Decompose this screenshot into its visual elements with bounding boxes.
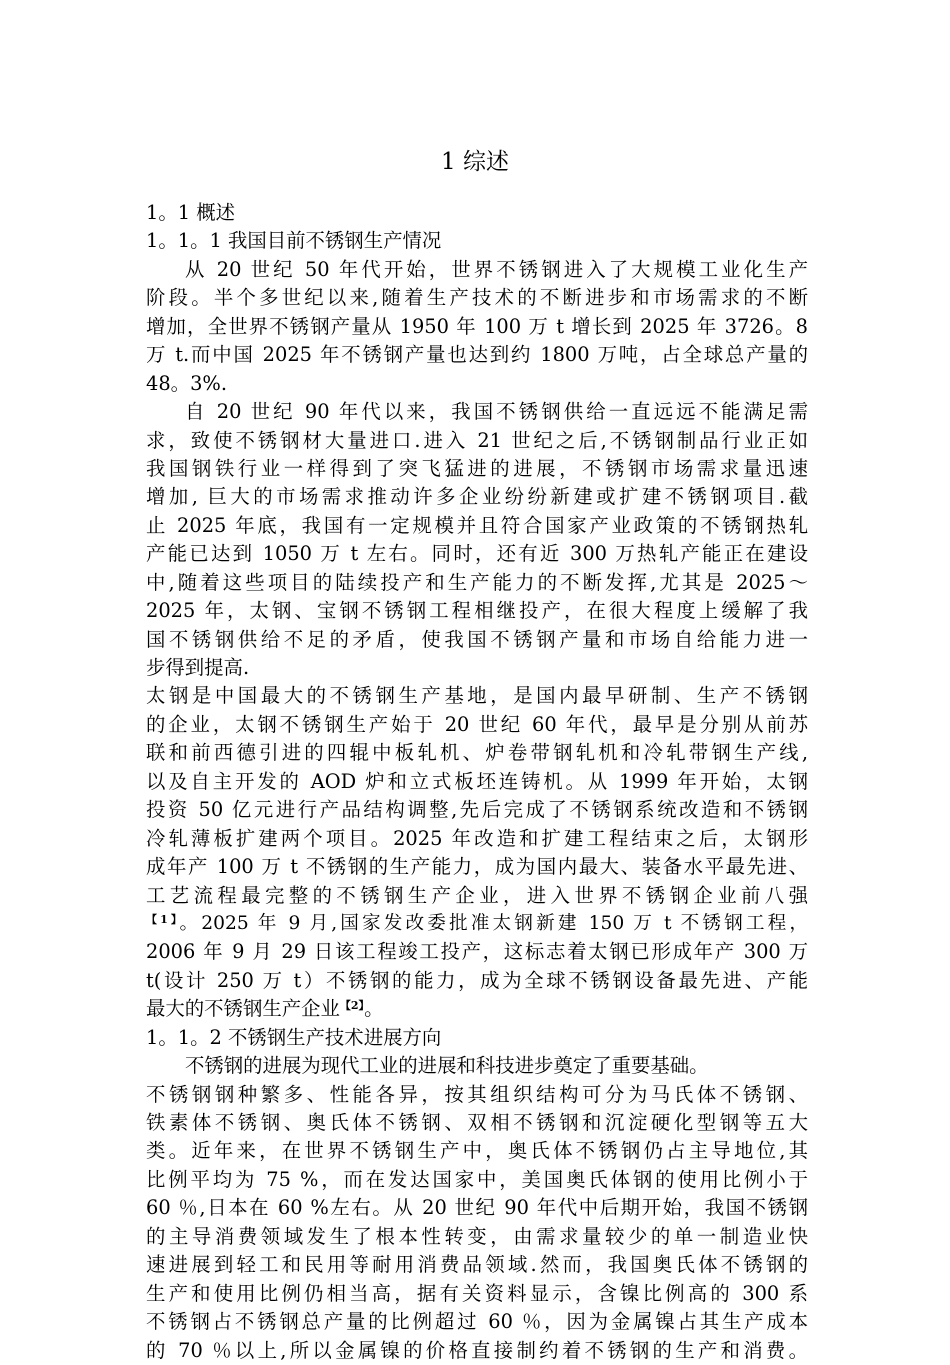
line-text: 投资 50 亿元进行产品结构调整,先后完成了不锈钢系统改造和不锈钢 xyxy=(146,798,808,822)
text-line xyxy=(146,882,808,910)
text-line xyxy=(146,967,808,995)
line-text: 的 70 ％以上,所以金属镍的价格直接制约着不锈钢的生产和消费。 xyxy=(146,1338,808,1362)
line-text: 最大的不锈钢生产企业 xyxy=(146,997,340,1021)
text-line xyxy=(146,1280,808,1308)
line-text: 联和前西德引进的四辊中板轧机、炉卷带钢轧机和冷轧带钢生产线, xyxy=(146,741,808,765)
text-line xyxy=(146,1308,808,1336)
text-line xyxy=(146,597,808,625)
line-text: 1。1。1 我国目前不锈钢生产情况 xyxy=(146,229,442,253)
line-text: 比例平均为 75 %，而在发达国家中，美国奥氏体钢的使用比例小于 xyxy=(146,1167,808,1191)
line-text: 2025 年，太钢、宝钢不锈钢工程相继投产，在很大程度上缓解了我 xyxy=(146,599,808,623)
text-line xyxy=(146,540,808,568)
text-line xyxy=(146,626,808,654)
line-text: 以及自主开发的 AOD 炉和立式板坯连铸机。从 1999 年开始，太钢 xyxy=(146,769,808,793)
line-text: 求，致使不锈钢材大量进口.进入 21 世纪之后,不锈钢制品行业正如 xyxy=(146,428,808,452)
text-line xyxy=(146,995,808,1023)
line-text: 的主导消费领域发生了根本性转变，由需求量较少的单一制造业快 xyxy=(146,1224,808,1248)
text-line xyxy=(146,938,808,966)
line-text: 止 2025 年底，我国有一定规模并且符合国家产业政策的不锈钢热轧 xyxy=(146,513,808,537)
line-text: 不锈钢占不锈钢总产量的比例超过 60 ％，因为金属镍占其生产成本 xyxy=(146,1310,808,1334)
citation-marker: 【2】 xyxy=(339,999,365,1013)
text-line xyxy=(146,341,808,369)
line-text: 60 ％,日本在 60 %左右。从 20 世纪 90 年代中后期开始，我国不锈钢 xyxy=(146,1196,808,1220)
line-text: 增加, 巨大的市场需求推动许多企业纷纷新建或扩建不锈钢项目.截 xyxy=(146,485,808,509)
text-line xyxy=(146,910,808,938)
line-text: 万 t.而中国 2025 年不锈钢产量也达到约 1800 万吨，占全球总产量的 xyxy=(146,343,808,367)
text-line xyxy=(146,483,808,511)
text-line xyxy=(146,227,808,255)
line-text: 从 20 世纪 50 年代开始，世界不锈钢进入了大规模工业化生产 xyxy=(185,257,808,281)
text-line xyxy=(146,284,808,312)
text-line xyxy=(146,768,808,796)
line-text: 自 20 世纪 90 年代以来，我国不锈钢供给一直远远不能满足需 xyxy=(185,400,808,424)
line-text: 我国钢铁行业一样得到了突飞猛进的进展，不锈钢市场需求量迅速 xyxy=(146,456,808,480)
line-text: 生产和使用比例仍相当高，据有关资料显示，含镍比例高的 300 系 xyxy=(146,1281,808,1305)
line-tail: 。 xyxy=(364,997,384,1021)
line-text: 成年产 100 万 t 不锈钢的生产能力，成为国内最大、装备水平最先进、 xyxy=(146,855,808,879)
line-text: 增加，全世界不锈钢产量从 1950 年 100 万 t 增长到 2025 年 3726。8 xyxy=(146,314,808,338)
text-line xyxy=(146,853,808,881)
document-body xyxy=(146,199,808,1365)
line-text: 阶段。半个多世纪以来,随着生产技术的不断进步和市场需求的不断 xyxy=(146,286,808,310)
text-line xyxy=(146,711,808,739)
text-line xyxy=(146,398,808,426)
line-text: 的企业，太钢不锈钢生产始于 20 世纪 60 年代，最早是分别从前苏 xyxy=(146,712,808,736)
text-line xyxy=(146,1223,808,1251)
line-text: 冷轧薄板扩建两个项目。2025 年改造和扩建工程结束之后，太钢形 xyxy=(146,826,808,850)
text-line xyxy=(146,654,808,682)
line-text: 国不锈钢供给不足的矛盾，使我国不锈钢产量和市场自给能力进一 xyxy=(146,627,808,651)
text-line xyxy=(146,1109,808,1137)
line-text: t(设计 250 万 t）不锈钢的能力，成为全球不锈钢设备最先进、产能 xyxy=(146,968,808,992)
line-text: 不锈钢的进展为现代工业的进展和科技进步奠定了重要基础。 xyxy=(185,1054,709,1078)
text-line xyxy=(146,1194,808,1222)
line-text: 中,随着这些项目的陆续投产和生产能力的不断发挥,尤其是 2025～ xyxy=(146,570,808,594)
line-text: 速进展到轻工和民用等耐用消费品领域.然而，我国奥氏体不锈钢的 xyxy=(146,1253,808,1277)
text-line xyxy=(146,1337,808,1365)
document-title: 1 综述 xyxy=(441,149,509,175)
text-line xyxy=(146,569,808,597)
line-text: 不锈钢钢种繁多、性能各异，按其组织结构可分为马氏体不锈钢、 xyxy=(146,1082,808,1106)
text-line xyxy=(146,199,808,227)
text-line xyxy=(146,313,808,341)
line-text: 步得到提高. xyxy=(146,656,250,679)
line-text: 工艺流程最完整的不锈钢生产企业，进入世界不锈钢企业前八强 xyxy=(146,883,808,907)
line-text: 2006 年 9 月 29 日该工程竣工投产，这标志着太钢已形成年产 300 万 xyxy=(146,940,808,964)
line-text: 。2025 年 9 月,国家发改委批准太钢新建 150 万 t 不锈钢工程， xyxy=(179,912,808,934)
text-line xyxy=(146,370,808,398)
text-line xyxy=(146,1081,808,1109)
line-text: 1。1。2 不锈钢生产技术进展方向 xyxy=(146,1025,442,1049)
text-line xyxy=(146,455,808,483)
line-text: 48。3%. xyxy=(146,371,227,395)
line-text: 产能已达到 1050 万 t 左右。同时，还有近 300 万热轧产能正在建设 xyxy=(146,542,808,566)
text-line xyxy=(146,1137,808,1165)
line-text: 铁素体不锈钢、奥氏体不锈钢、双相不锈钢和沉淀硬化型钢等五大 xyxy=(146,1111,808,1134)
text-line xyxy=(146,1052,808,1080)
text-line xyxy=(146,796,808,824)
text-line xyxy=(146,739,808,767)
text-line xyxy=(146,427,808,455)
line-text: 类。近年来，在世界不锈钢生产中，奥氏体不锈钢仍占主导地位,其 xyxy=(146,1139,808,1163)
line-text: 1。1 概述 xyxy=(146,201,236,224)
line-text: 太钢是中国最大的不锈钢生产基地，是国内最早研制、生产不锈钢 xyxy=(146,684,808,708)
text-line xyxy=(146,1024,808,1052)
citation-marker: 【1】 xyxy=(146,912,180,926)
text-line xyxy=(146,512,808,540)
text-line xyxy=(146,256,808,284)
text-line xyxy=(146,1166,808,1194)
text-line xyxy=(146,825,808,853)
text-line xyxy=(146,1251,808,1279)
text-line xyxy=(146,682,808,710)
